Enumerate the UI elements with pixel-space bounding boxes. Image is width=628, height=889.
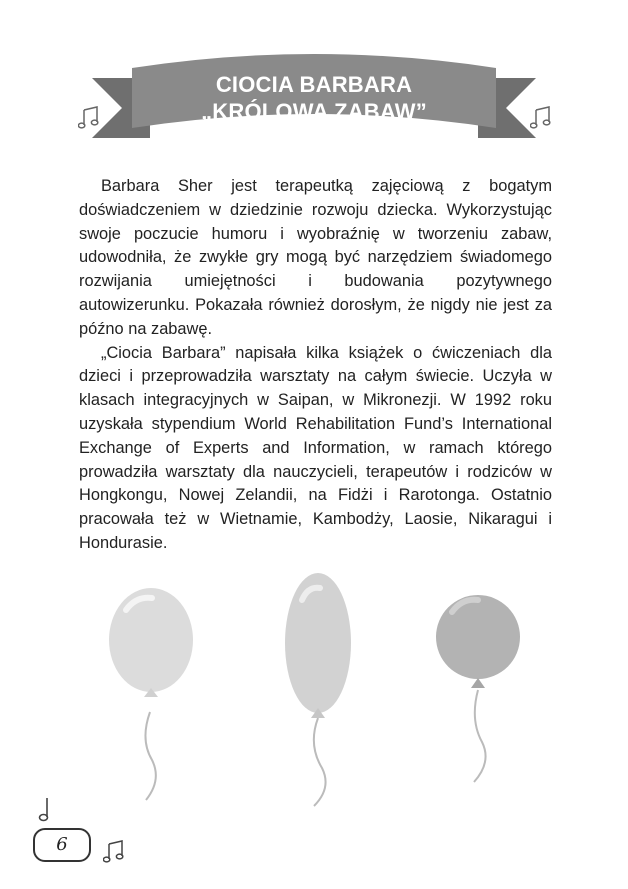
single-note-icon xyxy=(37,797,51,823)
balloon-icon xyxy=(436,595,520,782)
page-number: 6 xyxy=(33,828,91,862)
page-title-line2: „KRÓLOWA ZABAW” xyxy=(201,99,427,124)
paragraph-1: Barbara Sher jest terapeutką zajęciową z bogatym doświadczeniem w dziedzinie rozwoju dziecka. Wykorzystując swoje poczucie humoru i wyobraźnię w tworzeniu zabaw, udowodniła, że zwykłe gry mogą być narzędziem świadomego rozwijania umiejętności i budowania pozytywnego autowizerunku. Pokazała również dorosłym, że nigdy nie jest za późno na zabawę. xyxy=(79,177,552,338)
body-text xyxy=(79,175,552,556)
paragraph-2: „Ciocia Barbara” napisała kilka książek o ćwiczeniach dla dzieci i przeprowadziła warsztaty na całym świecie. Uczyła w klasach integracyjnych w Saipan, w Mikronezji. W 1992 roku uzyskała stypendium World Rehabilitation Fund’s International Exchange of Experts and Information, w ramach którego prowadziła warsztaty dla nauczycieli, terapeutów i rodziców w Hongkongu, Nowej Zelandii, na Fidżi i Rarotonga. Ostatnio pracowała też w Wietnamie, Kambodży, Laosie, Nikaragui i Hondurasie. xyxy=(79,343,552,552)
music-note-icon xyxy=(530,106,552,130)
page-title-line1: CIOCIA BARBARA xyxy=(215,72,413,97)
balloons-illustration xyxy=(0,560,628,810)
music-note-icon xyxy=(103,840,125,864)
balloon-icon xyxy=(285,573,351,806)
balloon-icon xyxy=(109,588,193,800)
music-note-icon xyxy=(78,106,100,130)
